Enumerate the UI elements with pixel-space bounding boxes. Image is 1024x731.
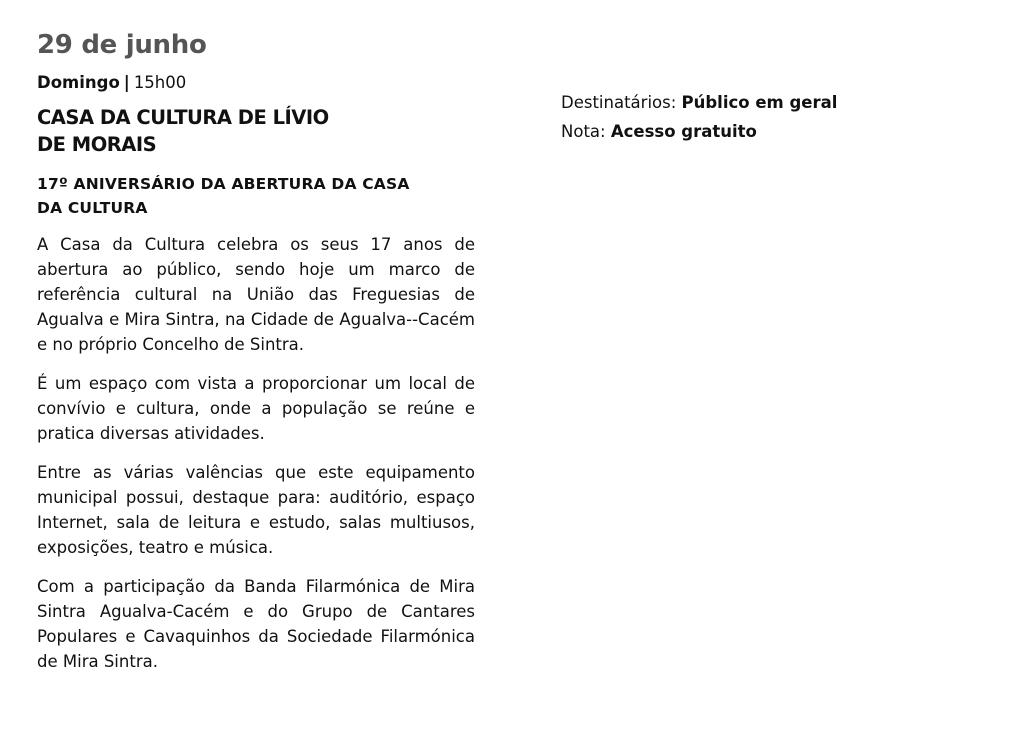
venue-name-line-1: CASA DA CULTURA DE LÍVIO [37, 106, 329, 129]
event-day: Domingo [37, 73, 120, 92]
event-schedule [37, 72, 475, 94]
audience-row [561, 88, 991, 117]
description-paragraph: A Casa da Cultura celebra os seus 17 anos de abertura ao público, sendo hoje um marco de referência cultural na União das Freguesias de Agualva e Mira Sintra, na Cidade de Agualva--Cacém e no próprio Concelho de Sintra. [37, 235, 475, 354]
description-paragraph: Com a participação da Banda Filarmónica de Mira Sintra Agualva-Cacém e do Grupo de Cantares Populares e Cavaquinhos da Sociedade Filarmónica de Mira Sintra. [37, 577, 475, 671]
audience-label: Destinatários: [561, 93, 677, 112]
event-description [37, 232, 475, 674]
audience-value: Público em geral [681, 93, 838, 112]
event-date: 29 de junho [37, 30, 207, 60]
event-title-line-2: DA CULTURA [37, 199, 148, 217]
note-label: Nota: [561, 122, 606, 141]
venue-name-line-2: DE MORAIS [37, 133, 157, 156]
note-row [561, 117, 991, 146]
event-info [561, 88, 991, 146]
venue-name [37, 104, 475, 158]
event-title-line-1: 17º ANIVERSÁRIO DA ABERTURA DA CASA [37, 175, 410, 193]
schedule-separator: | [123, 73, 130, 92]
event-details [37, 28, 475, 674]
event-title [37, 172, 475, 220]
event-time: 15h00 [133, 73, 187, 92]
description-paragraph: Entre as várias valências que este equipamento municipal possui, destaque para: auditório, espaço Internet, sala de leitura e estudo, salas multiusos, exposições, teatro e música. [37, 463, 475, 557]
note-value: Acesso gratuito [610, 122, 757, 141]
description-paragraph: É um espaço com vista a proporcionar um local de convívio e cultura, onde a população se reúne e pratica diversas atividades. [37, 374, 475, 443]
